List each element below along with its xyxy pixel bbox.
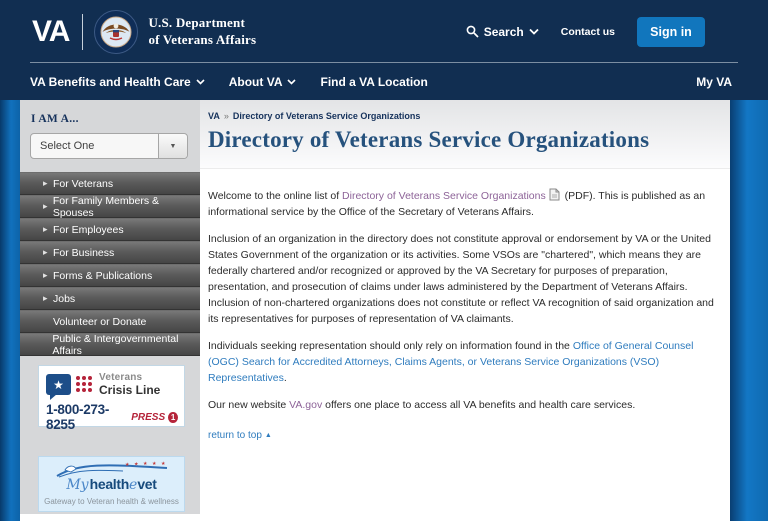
article [200, 169, 730, 443]
mhv-vet: vet [137, 476, 157, 492]
sidebar-item-jobs[interactable] [20, 287, 200, 310]
right-arrow-icon: ▸ [43, 224, 48, 234]
search-button[interactable] [466, 25, 539, 39]
search-label: Search [483, 24, 524, 39]
text: . [283, 372, 287, 384]
crisis-phone-number: 1-800-273-8255 [46, 402, 110, 433]
header-divider [82, 14, 83, 50]
dropdown-value: Select One [40, 140, 95, 152]
sidebar-item-for-employees[interactable] [20, 218, 200, 241]
sidebar-item-label: Volunteer or Donate [53, 315, 147, 328]
header-actions [466, 17, 705, 47]
sidebar-item-label: For Veterans [53, 177, 114, 190]
star-icon: ★ [53, 377, 64, 392]
healthevet-wordmark [39, 477, 184, 493]
svg-text:★: ★ [160, 460, 165, 467]
page-title: Directory of Veterans Service Organizations [208, 127, 650, 152]
disclaimer-paragraph: Inclusion of an organization in the directory does not constitute approval or endorsement by VA or the United States Government of the organization or its activities. Some VSOs are "chartered", which means they are federally chartered and/or recognized or approved by the VA Secretary for purposes of preparation, presentation, and prosecution of claims under laws administered by the Department of Veterans Affairs. Inclusion of non-chartered organizations does not constitute or reflect VA recognition of said organization and its representatives for purposes of representation of VA claimants. [208, 233, 714, 325]
sidebar-item-label: For Family Members & Spouses [52, 194, 159, 219]
nav-label: Find a VA Location [320, 74, 428, 89]
crisis-word-crisis-line: Crisis Line [99, 382, 161, 397]
mhv-e: e [129, 477, 138, 493]
sidebar-item-family-members[interactable] [20, 195, 200, 218]
breadcrumb-separator: » [223, 111, 229, 121]
mhv-my: My [66, 477, 89, 493]
right-arrow-icon: ▸ [43, 201, 48, 211]
i-am-a-dropdown[interactable] [30, 133, 188, 159]
sidebar-item-label: Jobs [53, 292, 76, 305]
contact-us-link[interactable]: Contact us [560, 25, 615, 38]
sidebar-item-label: Public & Intergovernmental Affairs [52, 332, 179, 357]
text: offers one place to access all VA benefits and health care services. [322, 399, 636, 411]
nav-label: VA Benefits and Health Care [30, 74, 191, 89]
dept-line2: of Veterans Affairs [148, 31, 257, 47]
right-arrow-icon: ▸ [43, 270, 48, 280]
crisis-phone-row [46, 402, 178, 432]
svg-text:★: ★ [151, 460, 156, 467]
sidebar-item-volunteer-donate[interactable] [20, 310, 200, 333]
nav-benefits-health-care[interactable] [30, 75, 205, 89]
return-to-top-label: return to top [208, 430, 262, 441]
crisis-line-wordmark [99, 373, 160, 396]
sidebar-item-for-business[interactable] [20, 241, 200, 264]
left-edge-stripe [0, 100, 20, 521]
chat-bubble-icon [46, 374, 71, 395]
representation-paragraph [208, 338, 720, 386]
right-arrow-icon: ▸ [43, 247, 48, 257]
crisis-word-veterans: Veterans [99, 372, 143, 383]
sidebar-item-public-intergovernmental[interactable] [20, 333, 200, 356]
chevron-down-icon [196, 79, 205, 85]
breadcrumb-home-link[interactable]: VA [208, 111, 220, 121]
press-1-icon: 1 [168, 412, 178, 423]
nav-about-va[interactable] [229, 75, 297, 89]
header [0, 0, 768, 63]
sidebar [20, 100, 200, 514]
sidebar-item-label: For Business [53, 246, 115, 259]
svg-text:★: ★ [124, 462, 129, 468]
pdf-file-icon [549, 188, 560, 201]
directory-pdf-link[interactable]: Directory of Veterans Service Organizations [342, 190, 546, 202]
sidebar-item-label: For Employees [53, 223, 124, 236]
sidebar-item-for-veterans[interactable] [20, 172, 200, 195]
dept-name [148, 15, 256, 48]
veterans-crisis-line-badge[interactable] [38, 365, 185, 433]
sidebar-item-forms-publications[interactable] [20, 264, 200, 287]
text: Our new website [208, 399, 290, 411]
page-body [0, 100, 768, 521]
up-arrow-icon: ▲ [264, 432, 272, 439]
va-seal-icon [94, 10, 138, 54]
title-band [200, 100, 730, 169]
right-arrow-icon: ▸ [43, 293, 48, 303]
text: Individuals seeking representation should only rely on information found in the [208, 340, 573, 352]
chevron-down-icon [287, 79, 296, 85]
intro-paragraph [208, 188, 720, 220]
svg-text:★: ★ [142, 461, 147, 467]
nav-my-va[interactable]: My VA [696, 74, 732, 89]
right-arrow-icon: ▸ [43, 178, 48, 188]
mhv-health: health [89, 476, 130, 492]
va-gov-link[interactable]: VA.gov [289, 399, 323, 411]
breadcrumb [208, 111, 730, 121]
chevron-down-icon [529, 28, 539, 35]
crisis-press-label: PRESS [131, 411, 166, 423]
my-healthevet-badge[interactable] [38, 456, 185, 512]
va-logo[interactable]: VA [32, 14, 70, 48]
sidebar-item-label: Forms & Publications [53, 269, 153, 282]
caret-down-icon: ▼ [169, 142, 177, 150]
nav-label: About VA [228, 74, 283, 89]
dots-pattern-icon [76, 376, 93, 393]
healthevet-tagline: Gateway to Veteran health & wellness [44, 497, 179, 506]
nav-find-location[interactable] [320, 75, 427, 89]
text: (PDF). This is published as an informational service by the Office of the Secretary of Veterans Affairs. [208, 190, 706, 218]
main-nav [0, 63, 768, 100]
dept-line1: U.S. Department [148, 14, 245, 30]
sidebar-menu [20, 172, 200, 356]
search-icon [466, 25, 479, 38]
breadcrumb-current: Directory of Veterans Service Organizations [232, 111, 421, 121]
ogc-search-link[interactable]: Office of General Counsel (OGC) Search for Accredited Attorneys, Claims Agents, or Veterans Service Organizations (VSO) Representatives [208, 340, 694, 384]
main-content [200, 100, 730, 521]
svg-text:★: ★ [133, 461, 138, 468]
text: Welcome to the online list of [208, 190, 343, 202]
header-branding [32, 10, 256, 54]
crisis-logo-row [46, 373, 178, 396]
bubble-tail [50, 394, 57, 400]
vagov-paragraph [208, 397, 720, 413]
dropdown-arrow-button[interactable] [158, 134, 187, 158]
i-am-a-label: I AM A... [31, 113, 79, 125]
sign-in-button[interactable]: Sign in [637, 17, 705, 47]
return-to-top-link[interactable] [208, 430, 272, 441]
right-edge-stripe [730, 100, 768, 521]
